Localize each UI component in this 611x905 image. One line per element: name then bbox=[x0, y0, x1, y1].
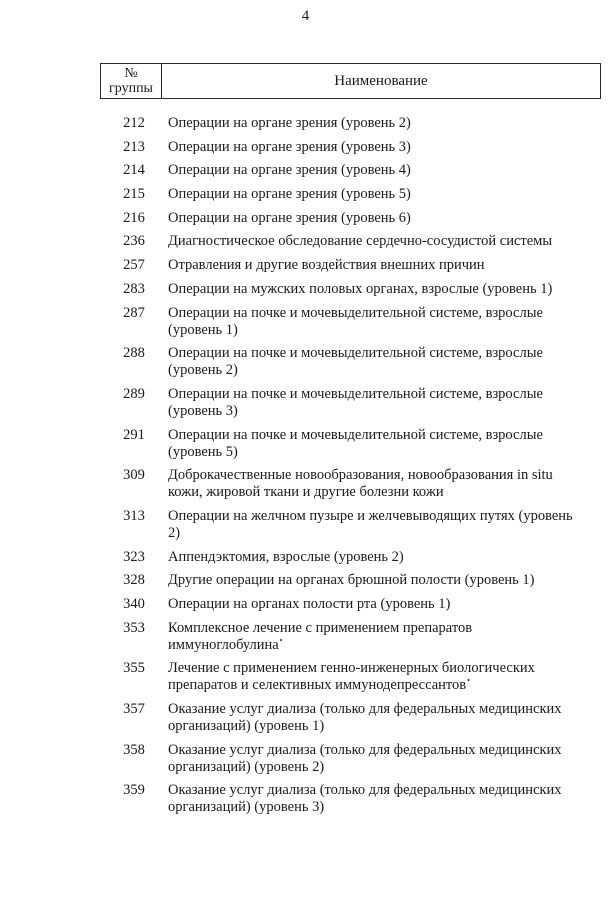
table-row bbox=[0, 427, 611, 461]
group-number: 328 bbox=[123, 572, 145, 589]
group-name bbox=[168, 427, 578, 461]
group-name bbox=[168, 345, 578, 379]
group-name bbox=[168, 701, 578, 735]
table-row bbox=[0, 701, 611, 735]
group-number: 212 bbox=[123, 115, 145, 131]
group-number: 236 bbox=[123, 233, 145, 250]
table-row bbox=[0, 345, 611, 379]
group-number: 288 bbox=[123, 345, 145, 362]
group-number: 257 bbox=[123, 257, 145, 274]
group-name bbox=[168, 305, 578, 339]
group-name-text: Операции на мужских половых органах, взрослые (уровень 1) bbox=[168, 280, 553, 297]
header-num-symbol: № bbox=[124, 66, 138, 81]
group-name-text: Комплексное лечение с применением препаратов иммуноглобулина bbox=[168, 619, 473, 653]
group-name-text: Операции на почке и мочевыделительной системе, взрослые (уровень 3) bbox=[168, 385, 543, 419]
table-header bbox=[100, 63, 601, 99]
group-name bbox=[168, 233, 578, 250]
table-row bbox=[0, 257, 611, 274]
table-row bbox=[0, 186, 611, 203]
page-number: 4 bbox=[301, 8, 310, 24]
group-name bbox=[168, 210, 578, 227]
table-row bbox=[0, 596, 611, 613]
footnote-mark: • bbox=[467, 676, 470, 686]
table-row bbox=[0, 660, 611, 694]
group-number: 309 bbox=[123, 467, 145, 484]
group-name bbox=[168, 742, 578, 776]
table-row bbox=[0, 549, 611, 566]
group-name-text: Операции на желчном пузыре и желчевыводящих путях (уровень 2) bbox=[168, 507, 573, 541]
table-row bbox=[0, 620, 611, 654]
group-name-text: Оказание услуг диализа (только для федеральных медицинских организаций) (уровень 1) bbox=[168, 701, 562, 735]
table-row bbox=[0, 139, 611, 156]
group-number: 353 bbox=[123, 619, 145, 636]
group-number: 216 bbox=[123, 209, 145, 226]
header-name: Наименование bbox=[334, 72, 428, 89]
group-name bbox=[168, 386, 578, 420]
group-name bbox=[168, 549, 578, 566]
group-number: 359 bbox=[123, 782, 145, 799]
table-row bbox=[0, 233, 611, 250]
group-name-text: Операции на почке и мочевыделительной системе, взрослые (уровень 2) bbox=[168, 345, 543, 379]
group-name bbox=[168, 257, 578, 274]
group-number: 287 bbox=[123, 304, 145, 321]
table-row bbox=[0, 742, 611, 776]
group-name bbox=[168, 782, 578, 816]
group-number: 213 bbox=[123, 138, 145, 155]
table-row bbox=[0, 281, 611, 298]
group-name bbox=[168, 162, 578, 179]
table-row bbox=[0, 115, 611, 132]
group-name bbox=[168, 572, 578, 589]
table-row bbox=[0, 162, 611, 179]
group-number: 291 bbox=[123, 426, 145, 443]
group-name-text: Другие операции на органах брюшной полости (уровень 1) bbox=[168, 572, 535, 589]
group-number: 355 bbox=[123, 660, 145, 677]
group-name-text: Операции на органе зрения (уровень 2) bbox=[168, 115, 411, 131]
group-name-text: Операции на органах полости рта (уровень 1) bbox=[168, 596, 451, 612]
group-name-text: Операции на почке и мочевыделительной системе, взрослые (уровень 1) bbox=[168, 304, 543, 338]
table-row bbox=[0, 508, 611, 542]
table-row bbox=[0, 572, 611, 589]
group-name-text: Доброкачественные новообразования, новообразования in situ кожи, жировой ткани и другие болезни кожи bbox=[168, 467, 553, 501]
header-num-label: группы bbox=[109, 81, 153, 96]
group-name bbox=[168, 139, 578, 156]
group-number: 340 bbox=[123, 596, 145, 612]
group-name bbox=[168, 620, 578, 654]
group-name-text: Операции на органе зрения (уровень 4) bbox=[168, 162, 411, 179]
group-number: 215 bbox=[123, 186, 145, 203]
table-row bbox=[0, 467, 611, 501]
group-number: 358 bbox=[123, 741, 145, 758]
group-number: 323 bbox=[123, 548, 145, 565]
table-row bbox=[0, 386, 611, 420]
group-name bbox=[168, 467, 578, 501]
group-name bbox=[168, 596, 578, 613]
group-name bbox=[168, 508, 578, 542]
group-name-text: Операции на органе зрения (уровень 3) bbox=[168, 138, 411, 155]
group-name-text: Оказание услуг диализа (только для федеральных медицинских организаций) (уровень 3) bbox=[168, 782, 562, 816]
table-row bbox=[0, 305, 611, 339]
group-name-text: Операции на органе зрения (уровень 5) bbox=[168, 186, 411, 203]
group-number: 357 bbox=[123, 701, 145, 718]
header-group-number bbox=[101, 64, 162, 98]
group-name-text: Лечение с применением генно-инженерных биологических препаратов и селективных иммунодепрессантов bbox=[168, 660, 535, 694]
group-number: 214 bbox=[123, 162, 145, 179]
group-number: 283 bbox=[123, 280, 145, 297]
group-name-text: Операции на почке и мочевыделительной системе, взрослые (уровень 5) bbox=[168, 426, 543, 460]
group-name bbox=[168, 660, 578, 694]
group-number: 313 bbox=[123, 507, 145, 524]
group-name-text: Отравления и другие воздействия внешних причин bbox=[168, 257, 485, 274]
group-name-text: Операции на органе зрения (уровень 6) bbox=[168, 209, 411, 226]
table-row bbox=[0, 782, 611, 816]
footnote-mark: • bbox=[279, 635, 283, 645]
table-row bbox=[0, 210, 611, 227]
group-list bbox=[0, 115, 611, 823]
group-name-text: Диагностическое обследование сердечно-сосудистой системы bbox=[168, 233, 553, 250]
group-name bbox=[168, 186, 578, 203]
group-name bbox=[168, 281, 578, 298]
group-name bbox=[168, 115, 578, 132]
group-name-text: Оказание услуг диализа (только для федеральных медицинских организаций) (уровень 2) bbox=[168, 741, 562, 775]
group-name-text: Аппендэктомия, взрослые (уровень 2) bbox=[168, 548, 404, 565]
group-number: 289 bbox=[123, 385, 145, 402]
